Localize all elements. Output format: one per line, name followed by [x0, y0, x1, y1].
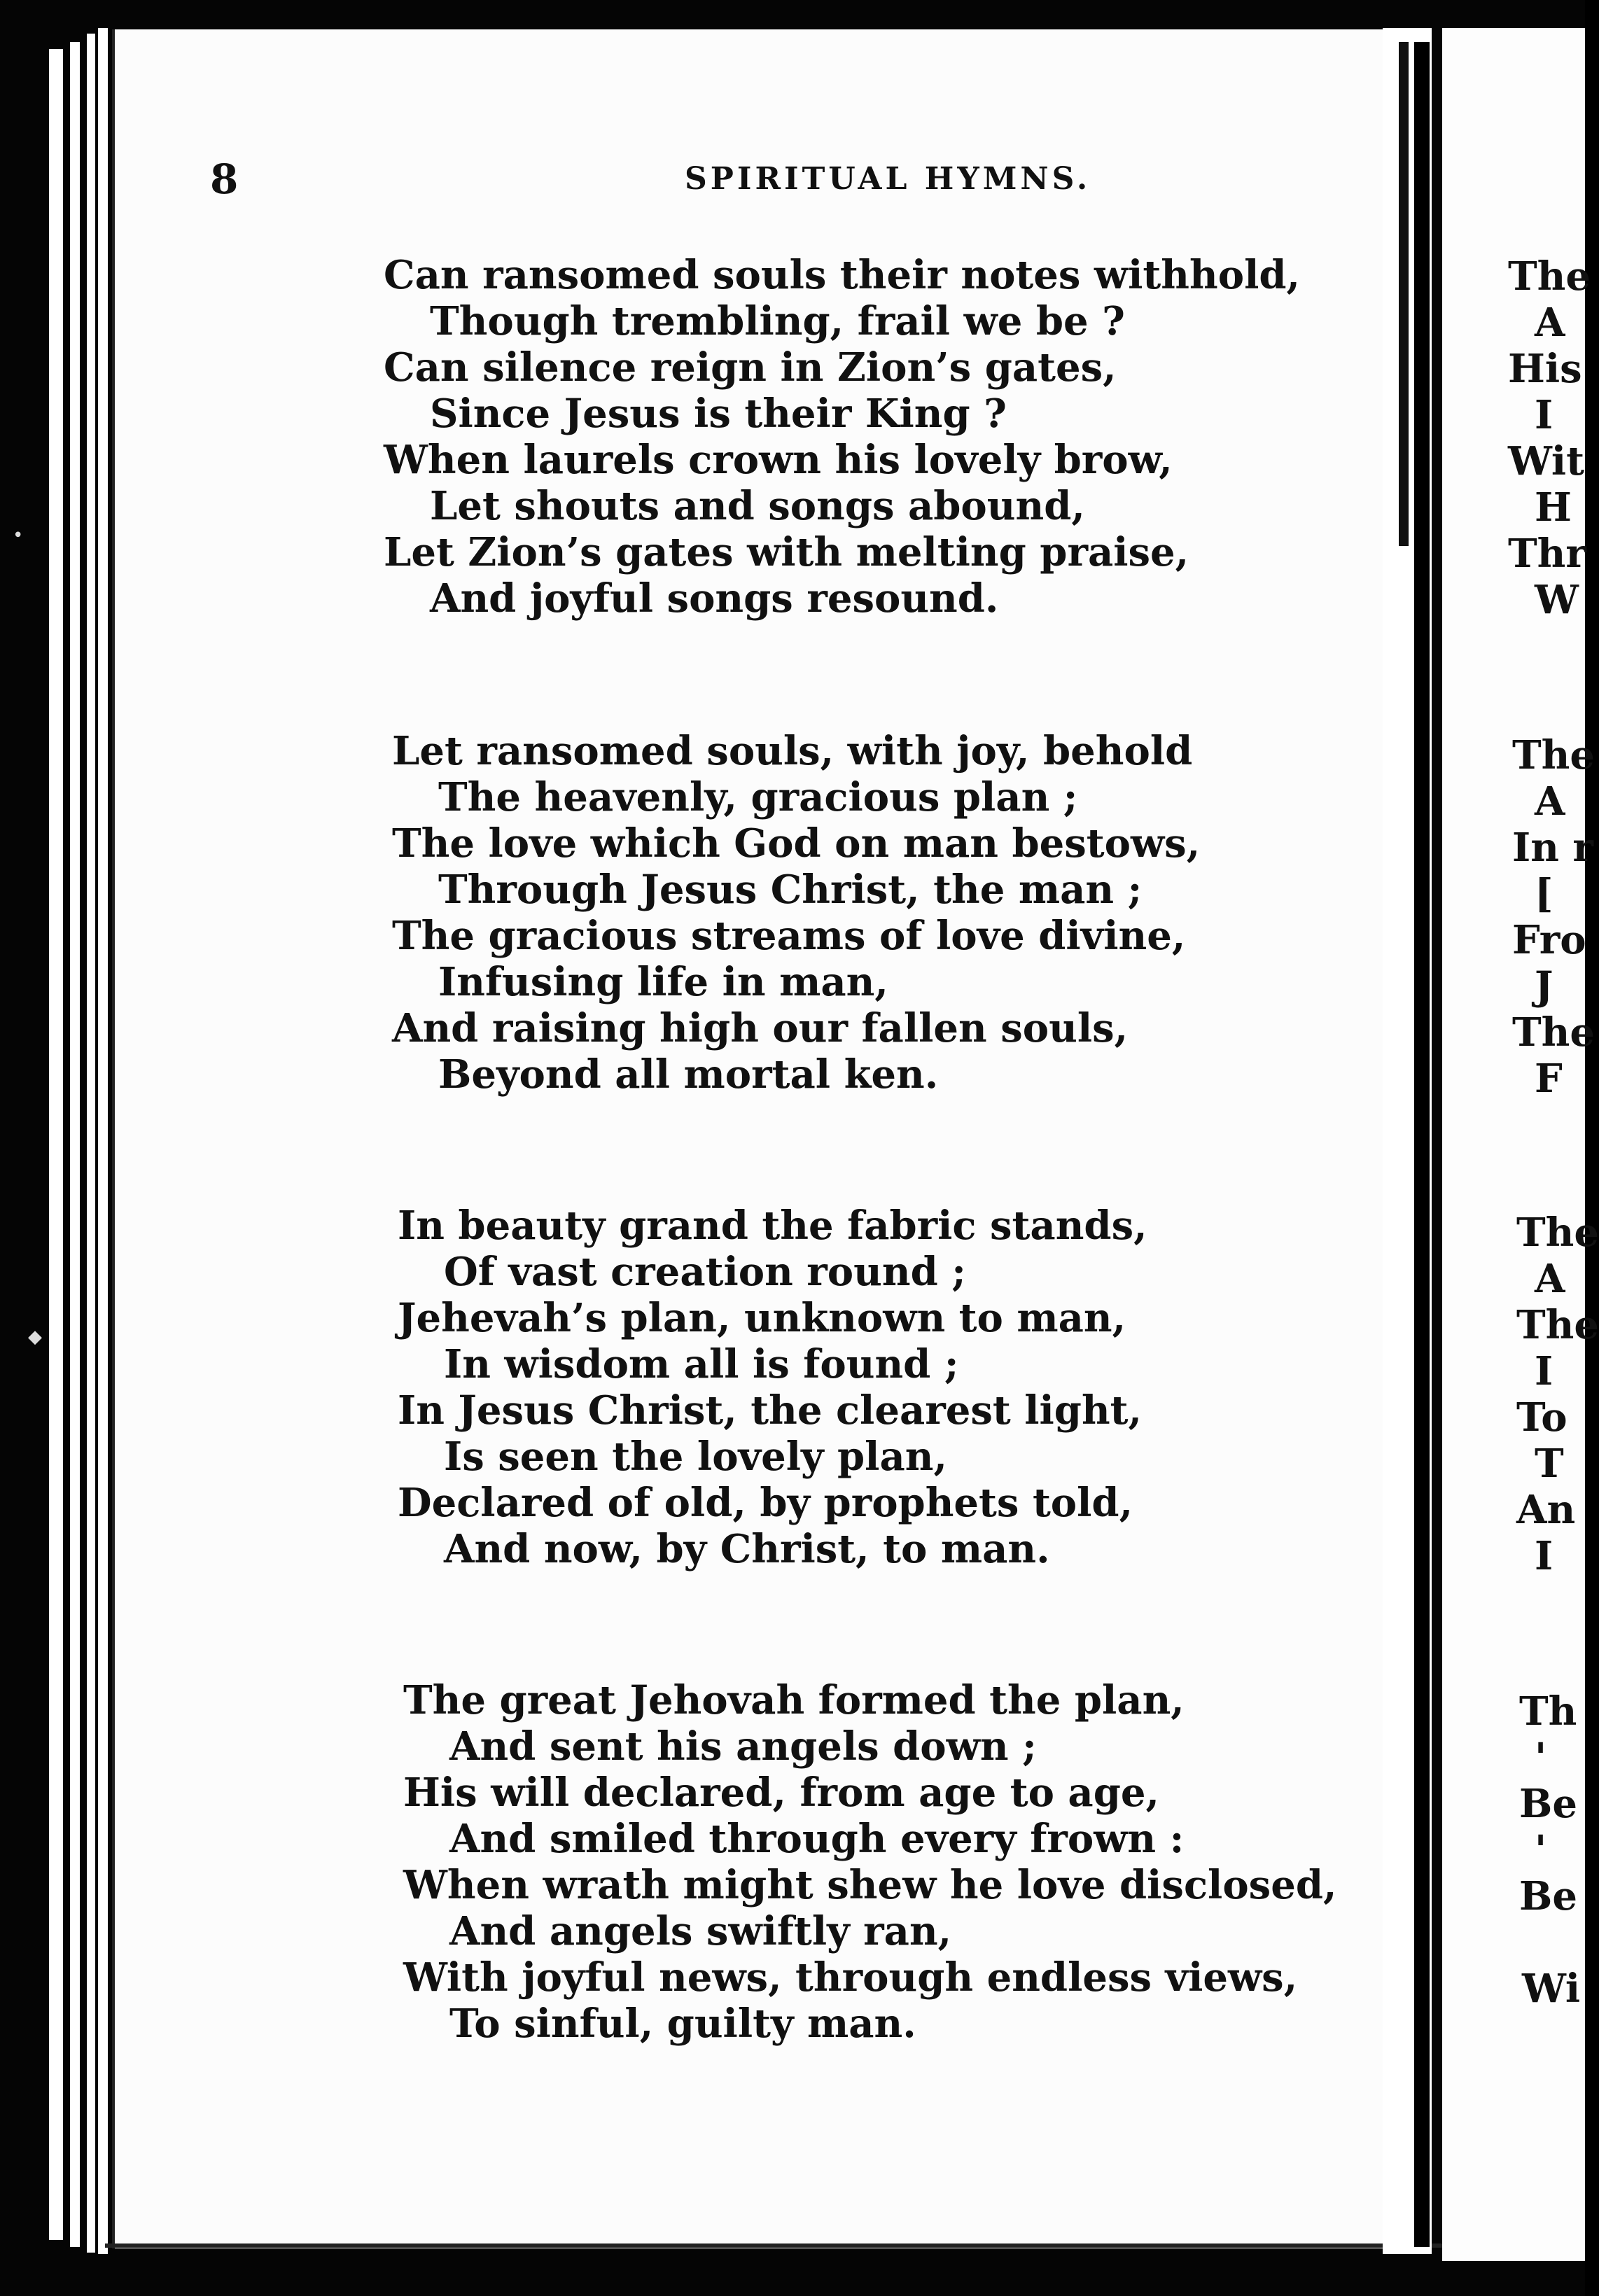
verse-line: In beauty grand the fabric stands, — [398, 1203, 1147, 1249]
facing-page-fragment: ' — [1535, 1827, 1547, 1873]
facing-page-fragment: Be — [1519, 1873, 1577, 1919]
facing-page-fragment: T — [1535, 1441, 1564, 1487]
facing-page-fragment: Fro — [1512, 917, 1586, 963]
facing-page-fragment: ' — [1535, 1735, 1547, 1781]
verse-line: Declared of old, by prophets told, — [398, 1480, 1133, 1526]
running-title: SPIRITUAL HYMNS. — [685, 161, 1091, 197]
facing-page-fragment: J — [1535, 963, 1553, 1009]
facing-page-fragment: Th — [1519, 1688, 1577, 1735]
verse-line: With joyful news, through endless views, — [403, 1954, 1298, 2001]
verse-line: And angels swiftly ran, — [449, 1908, 952, 1954]
facing-page-fragment: Be — [1519, 1781, 1577, 1827]
verse-line: And joyful songs resound. — [430, 575, 999, 622]
verse-line: Since Jesus is their King ? — [430, 391, 1007, 437]
facing-page-fragment: A — [1535, 300, 1565, 346]
facing-page-fragment: F — [1535, 1056, 1563, 1102]
verse-line: Can ransomed souls their notes withhold, — [384, 252, 1300, 298]
verse-line: When wrath might shew he love disclosed, — [403, 1862, 1337, 1908]
verse-line: Though trembling, frail we be ? — [430, 298, 1125, 344]
facing-page-fragment: The — [1512, 732, 1595, 778]
stanza-2 — [392, 728, 1442, 1098]
verse-line: In Jesus Christ, the clearest light, — [398, 1387, 1143, 1434]
page-bottom-edge — [105, 2244, 1442, 2248]
verse-line: Can silence reign in Zion’s gates, — [384, 344, 1117, 391]
facing-page-fragment: Wi — [1522, 1966, 1581, 2012]
book-page-right — [1442, 28, 1599, 2261]
verse-line: Beyond all mortal ken. — [438, 1051, 939, 1098]
facing-page-fragment: The — [1512, 1009, 1595, 1056]
facing-page-fragment: I — [1535, 392, 1553, 438]
verse-line: The heavenly, gracious plan ; — [438, 774, 1078, 820]
facing-page-fragment: I — [1535, 1348, 1553, 1394]
verse-line: His will declared, from age to age, — [403, 1770, 1159, 1816]
verse-line: Of vast creation round ; — [444, 1249, 966, 1295]
verse-line: The love which God on man bestows, — [392, 820, 1201, 867]
facing-page-fragment: To — [1516, 1394, 1567, 1441]
verse-line: And raising high our fallen souls, — [392, 1005, 1129, 1051]
facing-page-fragment: His — [1508, 346, 1582, 392]
verse-line: When laurels crown his lovely brow, — [384, 437, 1173, 483]
facing-page-fragment: [ — [1535, 871, 1553, 917]
facing-page-fragment: W — [1535, 577, 1579, 623]
verse-line: The gracious streams of love divine, — [392, 913, 1186, 959]
verse-line: And smiled through every frown : — [449, 1816, 1185, 1862]
scan-speck: ◆ — [28, 1326, 42, 1348]
verse-line: Jehevah’s plan, unknown to man, — [398, 1295, 1126, 1341]
verse-line: Let Zion’s gates with melting praise, — [384, 529, 1189, 575]
page-edge — [87, 34, 95, 2253]
page-edge — [49, 49, 63, 2240]
verse-line: To sinful, guilty man. — [449, 2001, 916, 2047]
facing-page-fragment: A — [1535, 1256, 1565, 1302]
facing-page-fragment: An — [1516, 1487, 1576, 1533]
verse-line: Let shouts and songs abound, — [430, 483, 1085, 529]
stanza-1 — [384, 252, 1434, 622]
verse-line: The great Jehovah formed the plan, — [403, 1677, 1185, 1723]
page-edge — [98, 28, 108, 2254]
verse-line: And now, by Christ, to man. — [444, 1526, 1050, 1572]
verse-line: Is seen the lovely plan, — [444, 1434, 947, 1480]
facing-page-fragment: A — [1535, 778, 1565, 825]
facing-page-fragment: The — [1516, 1210, 1599, 1256]
stanza-4 — [403, 1677, 1453, 2047]
facing-page-fragment: The — [1508, 253, 1591, 300]
verse-line: Let ransomed souls, with joy, behold — [392, 728, 1193, 774]
page-number: 8 — [210, 155, 239, 203]
stanza-3 — [398, 1203, 1448, 1572]
facing-page-fragment: The — [1516, 1302, 1599, 1348]
scan-speck: • — [13, 525, 24, 546]
facing-page-fragment: H — [1535, 484, 1572, 531]
facing-page-fragment: Wit — [1508, 438, 1585, 484]
facing-page-fragment: Thr — [1508, 531, 1586, 577]
verse-line: Through Jesus Christ, the man ; — [438, 867, 1143, 913]
verse-line: And sent his angels down ; — [449, 1723, 1037, 1770]
page-edge — [70, 42, 80, 2247]
verse-line: Infusing life in man, — [438, 959, 888, 1005]
facing-page-fragment: In r — [1512, 825, 1593, 871]
verse-line: In wisdom all is found ; — [444, 1341, 959, 1387]
facing-page-fragment: I — [1535, 1533, 1553, 1579]
